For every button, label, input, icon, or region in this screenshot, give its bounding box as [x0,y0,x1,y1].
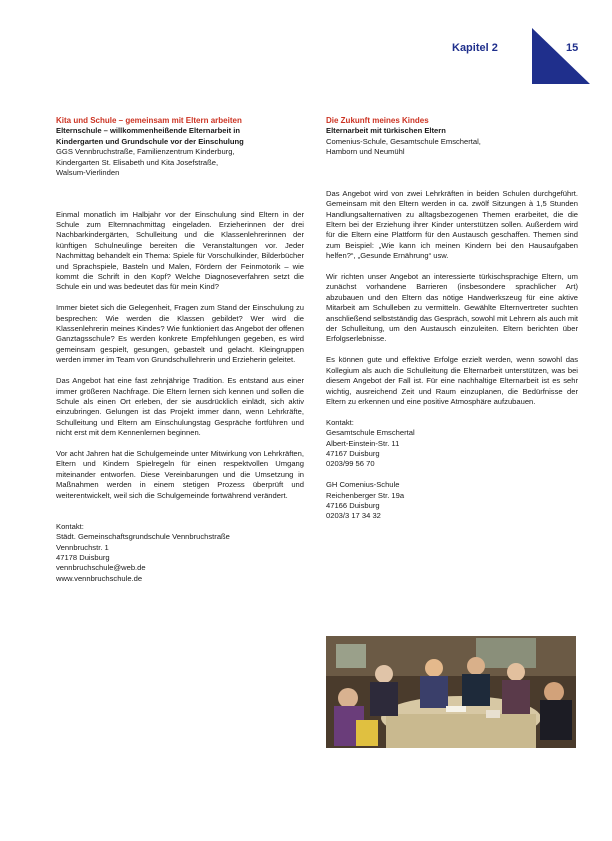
left-article-title: Kita und Schule – gemeinsam mit Eltern arbeiten [56,116,242,125]
left-column [56,116,304,584]
right-meta-line: Hamborn und Neumühl [326,147,405,157]
corner-triangle-icon [532,28,590,84]
right-contact-2 [326,480,578,522]
contact-school: GH Comenius-Schule [326,480,400,490]
left-meta-line: Kindergarten St. Elisabeth und Kita Josefstraße, [56,157,219,167]
left-subtitle-line: Kindergarten und Grundschule vor der Einschulung [56,136,244,146]
right-paragraph: Es können gute und effektive Erfolge erzielt werden, wenn sowohl das Kollegium als auch die Schulleitung die Elternarbeit unterstützen, was bei diesem Angebot der Fall ist. Für eine nachhaltige Elternarbeit ist es sehr wichtig, ausreichend Zeit und Raum einzuplanen, die Bedürfnisse der Eltern zu erkennen und eine positive Atmosphäre aufzubauen. [326,355,578,406]
right-column [326,116,578,522]
contact-city: 47178 Duisburg [56,552,110,562]
contact-phone: 0203/99 56 70 [326,459,375,469]
right-paragraph: Das Angebot wird von zwei Lehrkräften in beiden Schulen durchgeführt. Gemeinsam mit den Eltern werden in ca. zwölf Sitzungen à 1,5 Stunden Handlungsalternativen zu alltagsbezogenen Themen erarbeitet, die die Eltern bei der Erziehung ihrer Kinder unterstützen sollen. Außerdem wird für die Eltern eine Plattform für den Austausch geschaffen. Themen sind zum Beispiel: „Wie kann ich meinen Kindern bei den Hausaufgaben helfen?“, „Gesunde Ernährung“ usw. [326,188,578,261]
contact-city: 47167 Duisburg [326,448,380,458]
contact-website-link[interactable]: www.vennbruchschule.de [56,573,143,583]
contact-street: Reichenberger Str. 19a [326,490,405,500]
left-contact [56,522,304,584]
contact-street: Vennbruchstr. 1 [56,542,109,552]
page-number: 15 [566,42,579,54]
contact-city: 47166 Duisburg [326,500,380,510]
left-subtitle-line: Elternschule – willkommenheißende Elternarbeit in [56,126,240,136]
chapter-label: Kapitel 2 [452,42,498,54]
right-contact-1 [326,418,578,470]
contact-school: Städt. Gemeinschaftsgrundschule Vennbruchstraße [56,532,230,542]
right-subtitle: Elternarbeit mit türkischen Eltern [326,126,446,136]
left-paragraph: Das Angebot hat eine fast zehnjährige Tradition. Es entstand aus einer immer größeren Nachfrage. Die Eltern lernen sich kennen und sollen die Schule als einen Ort erleben, der sie ausdrücklich einlädt, sich aktiv einzubringen. Gelungen ist das Projekt immer dann, wenn Lehrkräfte, Schulleitung und Eltern am Einschulungstag Gespräche fortführen und nicht erst mit dem Kennenlernen beginnen. [56,376,304,438]
right-article-title: Die Zukunft meines Kindes [326,116,429,125]
left-meta-line: GGS Vennbruchstraße, Familienzentrum Kinderburg, [56,147,235,157]
contact-heading: Kontakt: [326,417,354,427]
contact-school: Gesamtschule Emschertal [326,428,415,438]
left-meta-line: Walsum-Vierlinden [56,168,120,178]
group-photo [326,636,576,748]
contact-heading: Kontakt: [56,521,84,531]
right-paragraph: Wir richten unser Angebot an interessierte türkischsprachige Eltern, um zunächst vorhandene Barrieren (insbesondere sprachlicher Art) abzubauen und den Eltern das nötige Handwerkszeug für eine aktive Mitarbeit am Schulleben zu vermitteln. Gewählte Elternvertreter suchten anschließend selbstständig das Gespräch, sowohl mit Lehrern als auch mit der Schulleitung, um den Austausch einzuleiten. Eltern berichten über Erfolgserlebnisse. [326,272,578,344]
right-meta-line: Comenius-Schule, Gesamtschule Emschertal, [326,136,481,146]
contact-street: Albert-Einstein-Str. 11 [326,438,400,448]
left-paragraph: Immer bietet sich die Gelegenheit, Fragen zum Stand der Einschulung zu besprechen: Wie werden die Klassen gebildet? Wer wird die Klassenlehrerin meines Kindes? Wie funktioniert das Angebot der offenen Ganztagsschule? Es werden konkrete Empfehlungen gegeben, es wird gemeinsam gespielt, gesungen, gebastelt und gelacht. Kleingruppen werden immer im Team von Grundschullehrerin und Erzieherin geleitet. [56,303,304,365]
contact-phone: 0203/3 17 34 32 [326,511,381,521]
photo-scene [326,636,576,748]
left-paragraph: Vor acht Jahren hat die Schulgemeinde unter Mitwirkung von Lehrkräften, Eltern und Kindern Spielregeln für einen respektvollen Umgang miteinander entworfen. Diese Vereinbarungen und die Umsetzung in Maßnahmen werden in einem stetigen Prozess überprüft und weiterentwickelt, weil sich die Schulgemeinde fortwährend verändert. [56,448,304,500]
left-paragraph: Einmal monatlich im Halbjahr vor der Einschulung sind Eltern in der Schule zum Elternnachmittag eingeladen. Erzieherinnen der drei Nachbarkindergärten, Schulleitung und die Klassenlehrerinnen der künftigen Schulneulinge bereiten die Veranstaltungen vor. Jeder Nachmittag behandelt ein Thema: Spiele für Vorschulkinder, Bilderbücher und Sprachspiele, Basteln und Malen, Fördern der Feinmotorik – wie kommt die Schrift in den Kopf? Welche Diagnoseverfahren setzt die Schule ein und was bedeutet das für mein Kind? [56,209,304,292]
contact-email-link[interactable]: vennbruchschule@web.de [56,563,146,573]
